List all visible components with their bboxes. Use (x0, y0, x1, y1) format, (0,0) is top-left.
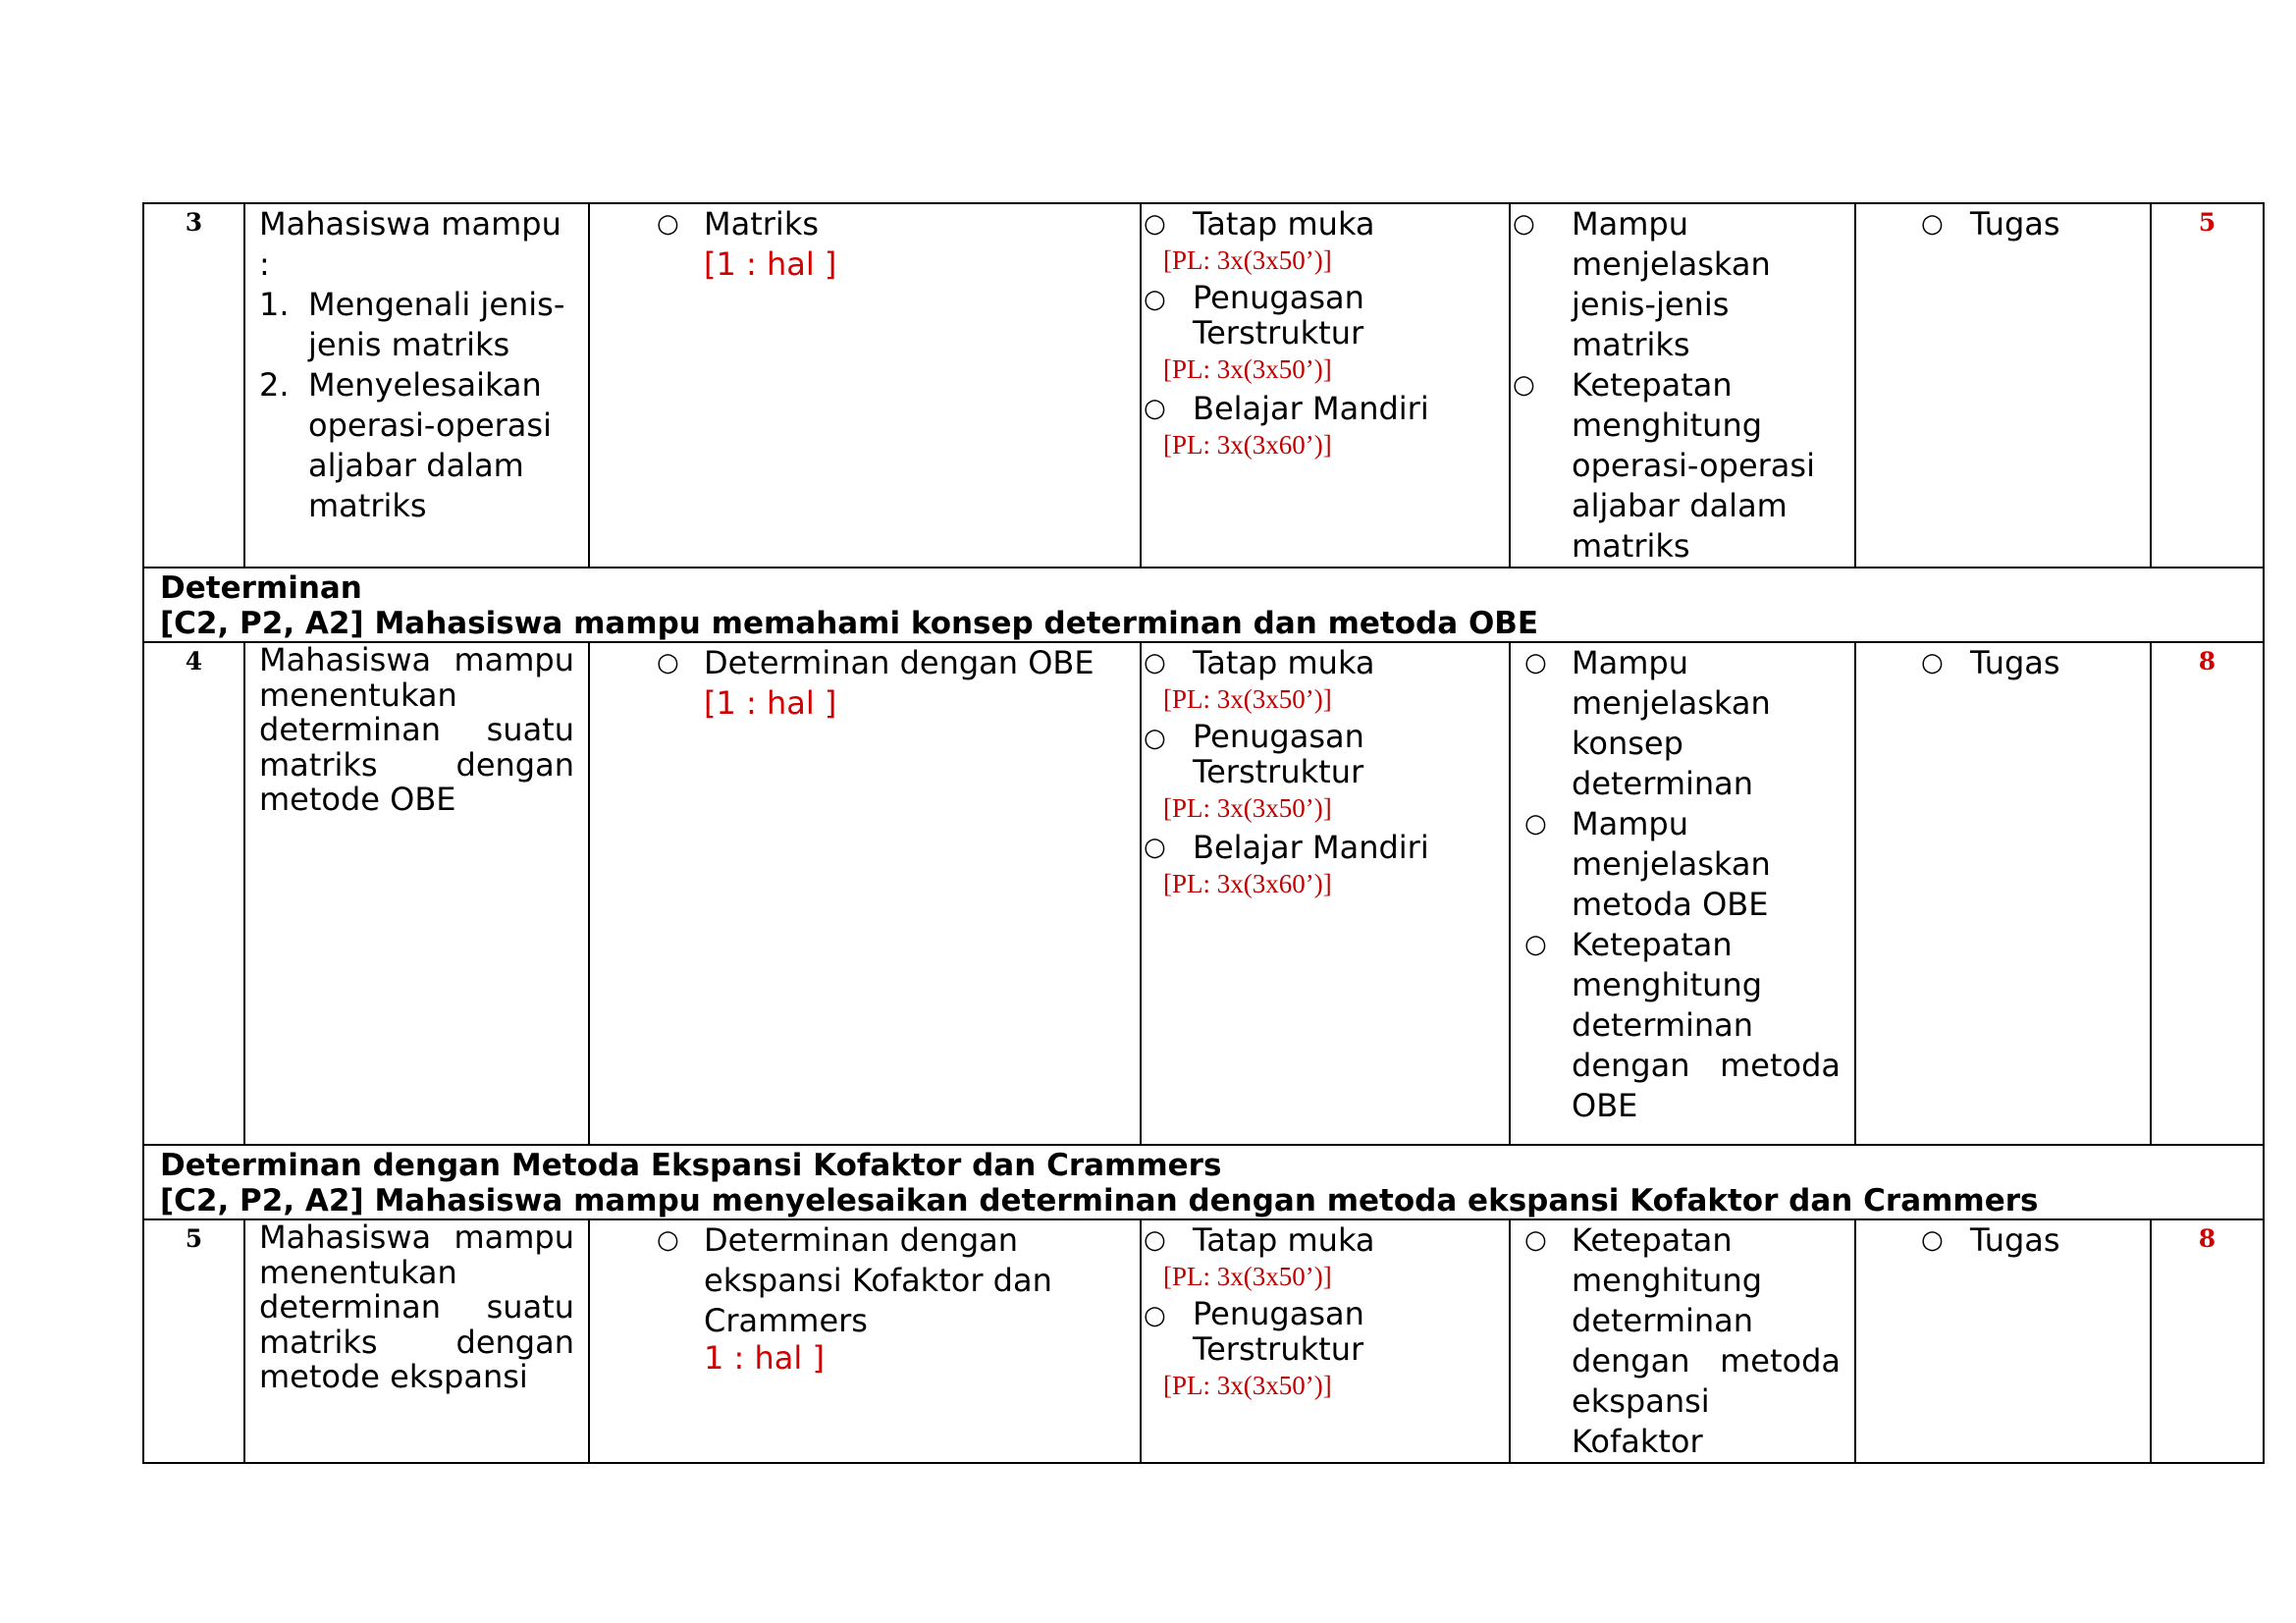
method-duration: [PL: 3x(3x50’)] (1163, 1262, 1332, 1291)
indicator-cell (1510, 642, 1855, 1145)
objective-text: Mahasiswa mampu menentukan determinan suatu matriks dengan metode ekspansi (259, 1218, 574, 1395)
material-reference: [1 : hal ] (704, 245, 837, 283)
bullet-icon: ○ (1921, 209, 1944, 239)
section-header (143, 568, 2264, 642)
material-cell (589, 1219, 1141, 1463)
method-label: Belajar Mandiri (1193, 829, 1429, 866)
assessment-label: Tugas (1970, 644, 2060, 681)
method-label: Tatap muka (1193, 644, 1375, 681)
material-title: Determinan dengan ekspansi Kofaktor dan Crammers (704, 1221, 1052, 1339)
method-duration: [PL: 3x(3x50’)] (1163, 684, 1332, 714)
list-item: ○ Mampu menjelaskan jenis-jenis matriks (1513, 205, 1771, 363)
indicator-cell (1510, 203, 1855, 568)
objective-list (259, 285, 574, 526)
indicator-cell (1510, 1219, 1855, 1463)
method-label: Penugasan Terstruktur (1193, 1295, 1364, 1368)
objective-cell (244, 1219, 589, 1463)
bullet-icon: ○ (1524, 809, 1547, 839)
objective-cell (244, 642, 589, 1145)
bullet-icon: ○ (1921, 648, 1944, 677)
method-label: Penugasan Terstruktur (1193, 279, 1364, 352)
list-item (590, 204, 1140, 285)
list-item (1144, 719, 1509, 792)
section-subtitle: [C2, P2, A2] Mahasiswa mampu memahami konsep determinan dan metoda OBE (160, 606, 1539, 641)
material-reference: [1 : hal ] (704, 684, 837, 722)
bullet-icon: ○ (1144, 285, 1166, 314)
bullet-icon: ○ (1144, 648, 1166, 677)
assessment-cell (1855, 1219, 2151, 1463)
weight-value: 8 (2151, 642, 2264, 1145)
method-cell (1141, 1219, 1510, 1463)
bullet-icon: ○ (657, 648, 679, 677)
bullet-icon: ○ (1144, 209, 1166, 239)
method-cell (1141, 642, 1510, 1145)
list-item: 1. Mengenali jenis-jenis matriks (259, 286, 565, 363)
objective-text: Mahasiswa mampu menentukan determinan suatu matriks dengan metode OBE (259, 641, 574, 818)
bullet-icon: ○ (657, 209, 679, 239)
list-item (590, 1220, 1140, 1375)
list-item (1144, 389, 1509, 429)
list-item: ○ Ketepatan menghitung determinan dengan metoda OBE (1524, 926, 1841, 1124)
table-row (143, 203, 2264, 568)
section-header-row (143, 568, 2264, 642)
material-cell (589, 203, 1141, 568)
bullet-icon: ○ (1524, 1225, 1547, 1255)
method-label: Belajar Mandiri (1193, 390, 1429, 427)
method-duration: [PL: 3x(3x60’)] (1163, 869, 1332, 898)
assessment-label: Tugas (1970, 1221, 2060, 1259)
section-header-row (143, 1145, 2264, 1219)
bullet-icon: ○ (1144, 833, 1166, 862)
objective-intro: Mahasiswa mampu : (259, 205, 561, 283)
table-row (143, 1219, 2264, 1463)
method-label: Tatap muka (1193, 1221, 1375, 1259)
bullet-icon: ○ (1144, 1301, 1166, 1330)
week-number: 5 (143, 1219, 244, 1463)
week-number: 4 (143, 642, 244, 1145)
bullet-icon: ○ (1524, 930, 1547, 959)
assessment-label: Tugas (1970, 205, 2060, 243)
list-item (1856, 204, 2150, 244)
bullet-icon: ○ (1144, 1225, 1166, 1255)
assessment-cell (1855, 203, 2151, 568)
bullet-icon: ○ (1513, 370, 1535, 400)
list-item (1144, 204, 1509, 244)
bullet-icon: ○ (1144, 394, 1166, 423)
material-title: Determinan dengan OBE (704, 644, 1095, 681)
list-item (1856, 1220, 2150, 1261)
section-subtitle: [C2, P2, A2] Mahasiswa mampu menyelesaikan determinan dengan metoda ekspansi Kofaktor dan Crammers (160, 1183, 2039, 1218)
list-item (590, 643, 1140, 724)
list-item (1856, 643, 2150, 683)
section-title: Determinan dengan Metoda Ekspansi Kofaktor dan Crammers (160, 1148, 1222, 1183)
method-cell (1141, 203, 1510, 568)
method-duration: [PL: 3x(3x60’)] (1163, 430, 1332, 460)
list-item (1144, 1220, 1509, 1261)
material-title: Matriks (704, 205, 820, 243)
weight-value: 5 (2151, 203, 2264, 568)
list-item: ○ Ketepatan menghitung operasi-operasi aljabar dalam matriks (1513, 366, 1815, 565)
list-item (1144, 643, 1509, 683)
material-cell (589, 642, 1141, 1145)
bullet-icon: ○ (1144, 724, 1166, 753)
bullet-icon: ○ (1524, 648, 1547, 677)
method-duration: [PL: 3x(3x50’)] (1163, 354, 1332, 384)
bullet-icon: ○ (1513, 209, 1535, 239)
bullet-icon: ○ (1921, 1225, 1944, 1255)
list-item (1144, 1296, 1509, 1370)
list-item: 2. Menyelesaikan operasi-operasi aljabar dalam matriks (259, 366, 552, 524)
list-item: ○ Mampu menjelaskan konsep determinan (1524, 644, 1771, 802)
week-number: 3 (143, 203, 244, 568)
table-row (143, 642, 2264, 1145)
material-reference: 1 : hal ] (704, 1339, 825, 1377)
objective-cell (244, 203, 589, 568)
method-duration: [PL: 3x(3x50’)] (1163, 245, 1332, 275)
bullet-icon: ○ (657, 1225, 679, 1255)
list-item: ○ Mampu menjelaskan metoda OBE (1524, 805, 1771, 923)
list-item: ○ Ketepatan menghitung determinan dengan metoda ekspansi Kofaktor (1524, 1221, 1841, 1460)
weight-value: 8 (2151, 1219, 2264, 1463)
lesson-plan-table (142, 202, 2265, 1464)
method-label: Penugasan Terstruktur (1193, 718, 1364, 790)
list-item (1144, 828, 1509, 868)
method-label: Tatap muka (1193, 205, 1375, 243)
list-item (1144, 280, 1509, 353)
section-header (143, 1145, 2264, 1219)
assessment-cell (1855, 642, 2151, 1145)
section-title: Determinan (160, 570, 362, 606)
method-duration: [PL: 3x(3x50’)] (1163, 1371, 1332, 1400)
method-duration: [PL: 3x(3x50’)] (1163, 793, 1332, 823)
